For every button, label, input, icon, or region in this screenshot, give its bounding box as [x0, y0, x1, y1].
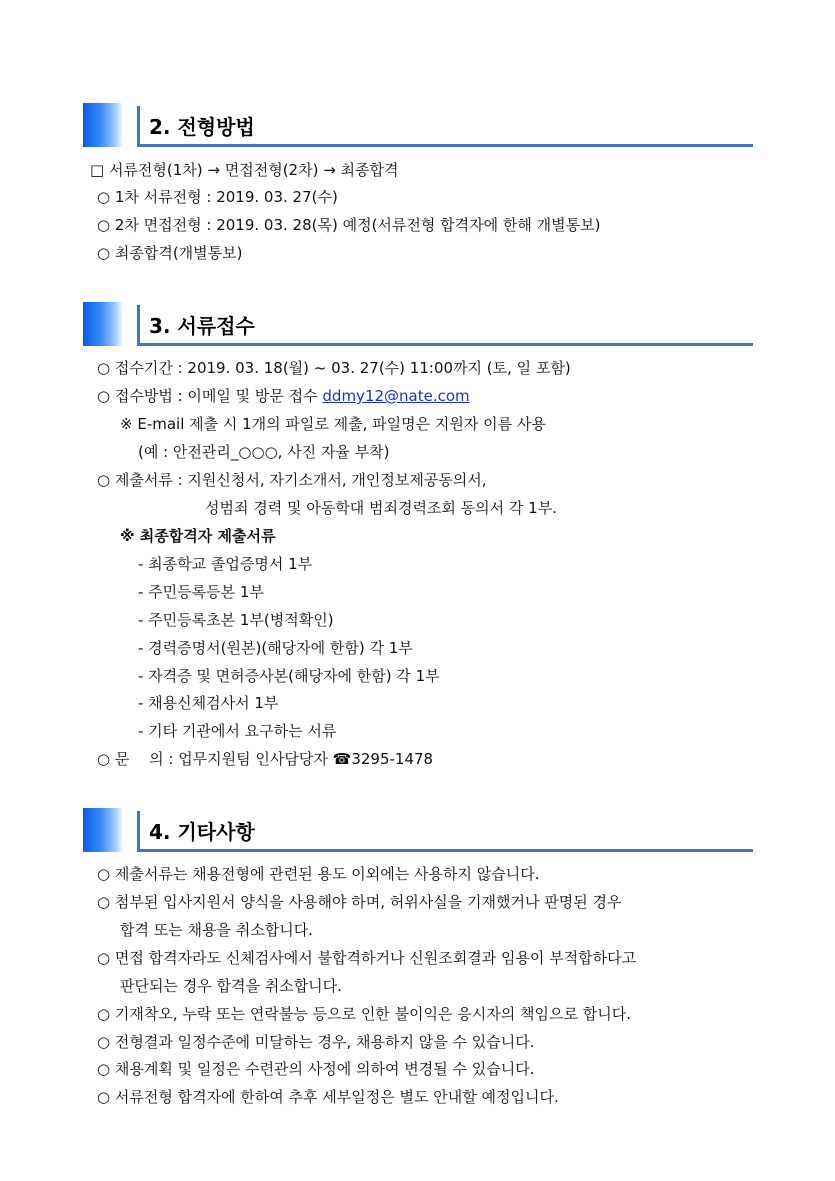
- list-item: ○ 기재착오, 누락 또는 연락불능 등으로 인한 불이익은 응시자의 책임으로 합니다.: [97, 1005, 631, 1023]
- note: (예 : 안전관리_○○○, 사진 자율 부착): [138, 443, 390, 461]
- divider: [137, 849, 753, 852]
- section-title: 2. 전형방법: [149, 115, 255, 139]
- email-link[interactable]: ddmy12@nate.com: [322, 387, 470, 405]
- section-title: 4. 기타사항: [149, 820, 255, 844]
- divider: [137, 305, 140, 346]
- list-item: ○ 첨부된 입사지원서 양식을 사용해야 하며, 허위사실을 기재했거나 판명된 경우: [97, 893, 622, 911]
- list-item: - 자격증 및 면허증사본(해당자에 한함) 각 1부: [138, 667, 440, 685]
- list-item: ○ 2차 면접전형 : 2019. 03. 28(목) 예정(서류전형 합격자에 한해 개별통보): [97, 216, 601, 234]
- list-item: - 경력증명서(원본)(해당자에 한함) 각 1부: [138, 639, 413, 657]
- section-marker: [83, 302, 123, 346]
- list-item: - 채용신체검사서 1부: [138, 694, 279, 712]
- section-header-2: [83, 103, 753, 147]
- list-item: ○ 면접 합격자라도 신체검사에서 불합격하거나 신원조회결과 임용이 부적합하다고: [97, 949, 637, 967]
- divider: [137, 343, 753, 346]
- list-item: ○ 제출서류 : 지원신청서, 자기소개서, 개인정보제공동의서,: [97, 471, 487, 489]
- section-marker: [83, 103, 123, 147]
- list-item: - 주민등록등본 1부: [138, 583, 264, 601]
- selection-process: □ 서류전형(1차) → 면접전형(2차) → 최종합격: [90, 161, 399, 179]
- list-item: ○ 접수기간 : 2019. 03. 18(월) ~ 03. 27(수) 11:00까지 (토, 일 포함): [97, 359, 571, 377]
- section-title: 3. 서류접수: [149, 314, 255, 338]
- section-marker: [83, 808, 123, 852]
- note: ※ E-mail 제출 시 1개의 파일로 제출, 파일명은 지원자 이름 사용: [120, 415, 546, 433]
- divider: [137, 811, 140, 852]
- section-header-4: [83, 808, 753, 852]
- list-item: ○ 전형결과 일정수준에 미달하는 경우, 채용하지 않을 수 있습니다.: [97, 1033, 535, 1051]
- contact-info: ○ 문 의 : 업무지원팀 인사담당자 ☎3295-1478: [97, 750, 434, 768]
- divider: [137, 106, 140, 147]
- list-item: ○ 서류전형 합격자에 한하여 추후 세부일정은 별도 안내할 예정입니다.: [97, 1088, 559, 1106]
- final-docs-title: ※ 최종합격자 제출서류: [120, 527, 276, 545]
- method-label: ○ 접수방법 : 이메일 및 방문 접수: [97, 387, 323, 405]
- list-item: ○ 채용계획 및 일정은 수련관의 사정에 의하여 변경될 수 있습니다.: [97, 1060, 535, 1078]
- list-item: - 주민등록초본 1부(병적확인): [138, 611, 334, 629]
- list-item-continuation: 성범죄 경력 및 아동학대 범죄경력조회 동의서 각 1부.: [205, 499, 557, 517]
- section-header-3: [83, 302, 753, 346]
- list-item-continuation: 합격 또는 채용을 취소합니다.: [120, 921, 313, 939]
- list-item: - 최종학교 졸업증명서 1부: [138, 555, 313, 573]
- list-item: ○ 1차 서류전형 : 2019. 03. 27(수): [97, 188, 338, 206]
- list-item: ○ 제출서류는 채용전형에 관련된 용도 이외에는 사용하지 않습니다.: [97, 865, 540, 883]
- list-item-continuation: 판단되는 경우 합격을 취소합니다.: [120, 977, 342, 995]
- list-item: [97, 385, 470, 406]
- list-item: - 기타 기관에서 요구하는 서류: [138, 722, 337, 740]
- list-item: ○ 최종합격(개별통보): [97, 244, 243, 262]
- divider: [137, 144, 753, 147]
